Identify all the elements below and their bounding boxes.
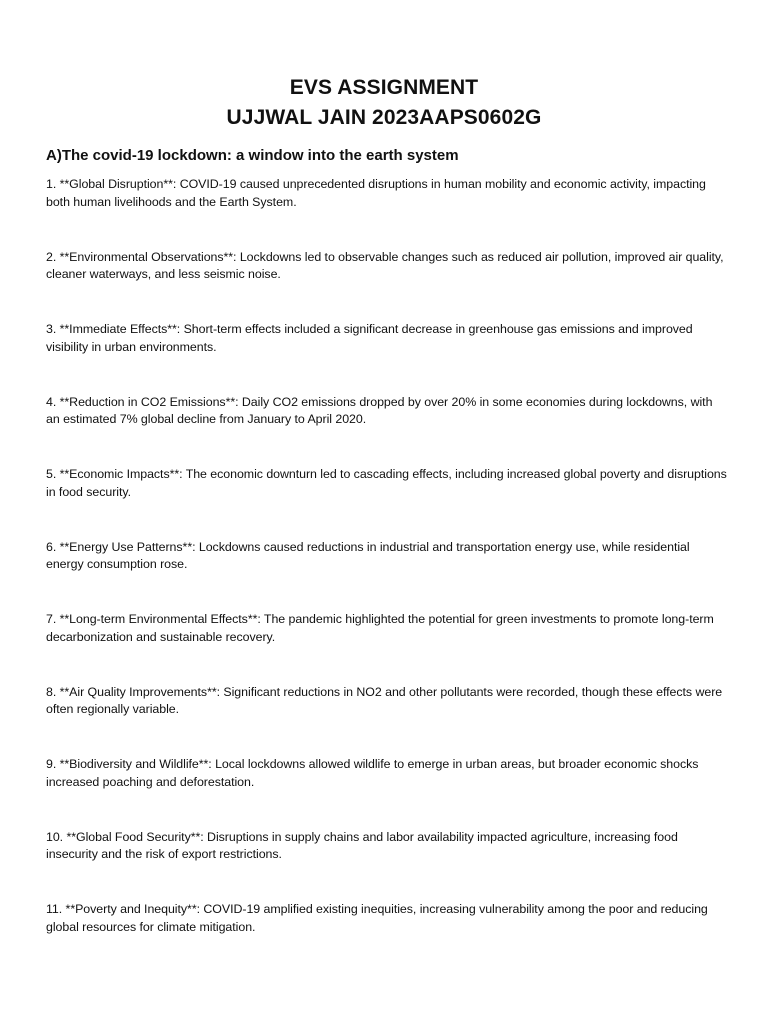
- author-and-id: UJJWAL JAIN 2023AAPS0602G: [226, 106, 542, 129]
- point-6: 6. **Energy Use Patterns**: Lockdowns caused reductions in industrial and transportation energy use, while residential energy consumption rose.: [46, 539, 690, 571]
- section-heading: A)The covid-19 lockdown: a window into the earth system: [46, 147, 459, 164]
- document-title-block: [0, 73, 768, 133]
- point-1: 1. **Global Disruption**: COVID-19 caused unprecedented disruptions in human mobility and economic activity, impacting both human livelihoods and the Earth System.: [46, 177, 706, 209]
- point-10: 10. **Global Food Security**: Disruptions in supply chains and labor availability impacted agriculture, increasing food insecurity and the risk of export restrictions.: [46, 829, 678, 861]
- point-5: 5. **Economic Impacts**: The economic downturn led to cascading effects, including increased global poverty and disruptions in food security.: [46, 467, 727, 499]
- point-2: 2. **Environmental Observations**: Lockdowns led to observable changes such as reduced air pollution, improved air quality, cleaner waterways, and less seismic noise.: [46, 249, 724, 281]
- point-7: 7. **Long-term Environmental Effects**: The pandemic highlighted the potential for green investments to promote long-term decarbonization and sustainable recovery.: [46, 612, 714, 644]
- point-9: 9. **Biodiversity and Wildlife**: Local lockdowns allowed wildlife to emerge in urban areas, but broader economic shocks increased poaching and deforestation.: [46, 757, 699, 789]
- points-list: [46, 176, 728, 974]
- point-4: 4. **Reduction in CO2 Emissions**: Daily CO2 emissions dropped by over 20% in some economies during lockdowns, with an estimated 7% global decline from January to April 2020.: [46, 394, 713, 426]
- point-11: 11. **Poverty and Inequity**: COVID-19 amplified existing inequities, increasing vulnerability among the poor and reducing global resources for climate mitigation.: [46, 902, 708, 934]
- assignment-title: EVS ASSIGNMENT: [289, 76, 479, 99]
- point-8: 8. **Air Quality Improvements**: Significant reductions in NO2 and other pollutants were recorded, though these effects were often regionally variable.: [46, 684, 723, 716]
- point-3: 3. **Immediate Effects**: Short-term effects included a significant decrease in greenhouse gas emissions and improved visibility in urban environments.: [46, 322, 693, 354]
